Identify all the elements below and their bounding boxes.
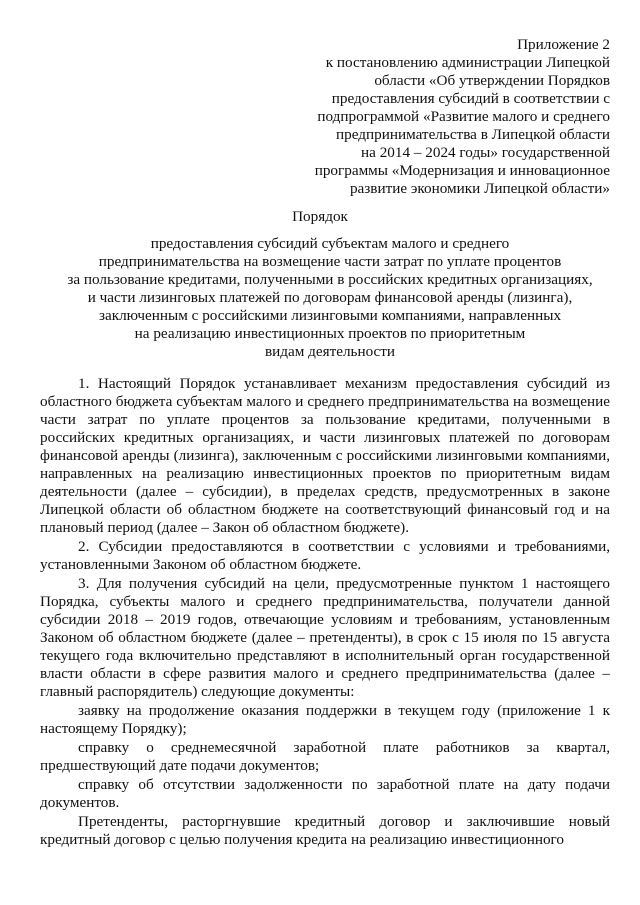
subtitle-line: на реализацию инвестиционных проектов по приоритетным <box>134 325 526 342</box>
list-item-salary-certificate: справку о среднемесячной заработной плате работников за квартал, предшествующий дате подачи документов; <box>40 739 610 774</box>
subtitle-line: видам деятельности <box>264 343 396 360</box>
appendix-line: на 2014 – 2024 годы» государственной <box>361 144 610 161</box>
list-item-no-debt-certificate: справку об отсутствии задолженности по заработной плате на дату подачи документов. <box>40 776 610 811</box>
paragraph-3: 3. Для получения субсидий на цели, предусмотренные пунктом 1 настоящего Порядка, субъекты малого и среднего предпринимательства, получатели данной субсидии 2018 – 2019 годов, отвечающие условиям и требованиям, установленным Законом об областном бюджете (далее – претенденты), в срок с 15 июля по 15 августа текущего года включительно представляют в исполнительный орган государственной власти области в сфере развития малого и среднего предпринимательства (далее – главный распорядитель) следующие документы: <box>40 575 610 700</box>
appendix-line: области «Об утверждении Порядков <box>374 72 610 89</box>
appendix-line: предоставления субсидий в соответствии с <box>331 90 610 107</box>
subtitle-line: предоставления субсидий субъектам малого и среднего <box>150 235 510 252</box>
appendix-header <box>300 36 610 198</box>
subtitle-line: и части лизинговых платежей по договорам финансовой аренды (лизинга), <box>87 289 573 306</box>
subtitle-line: за пользование кредитами, полученными в российских кредитных организациях, <box>67 271 593 288</box>
appendix-line: предпринимательства в Липецкой области <box>335 126 610 143</box>
appendix-line: Приложение 2 <box>517 36 610 53</box>
subtitle-line: предпринимательства на возмещение части затрат по уплате процентов <box>98 253 562 270</box>
paragraph-2: 2. Субсидии предоставляются в соответствии с условиями и требованиями, установленными Законом об областном бюджете. <box>40 538 610 573</box>
subtitle-line: заключенным с российскими лизинговыми компаниями, направленных <box>98 307 562 324</box>
list-item-application: заявку на продолжение оказания поддержки в текущем году (приложение 1 к настоящему Порядку); <box>40 702 610 737</box>
document-title: Порядок <box>292 208 348 225</box>
document-body <box>40 375 610 850</box>
paragraph-applicants: Претенденты, расторгнувшие кредитный договор и заключившие новый кредитный договор с целью получения кредита на реализацию инвестиционного <box>40 813 610 848</box>
document-subtitle <box>40 235 620 361</box>
paragraph-1: 1. Настоящий Порядок устанавливает механизм предоставления субсидий из областного бюджета субъектам малого и среднего предпринимательства на возмещение части затрат по уплате процентов за пользование кредитами, полученными в российских кредитных организациях, и части лизинговых платежей по договорам финансовой аренды (лизинга), заключенным с российскими лизинговыми компаниями, направленных на реализацию инвестиционных проектов по приоритетным видам деятельности (далее – субсидии), в пределах средств, предусмотренных в законе Липецкой области об областном бюджете на соответствующий финансовый год и на плановый период (далее – Закон об областном бюджете). <box>40 375 610 536</box>
appendix-line: подпрограммой «Развитие малого и среднего <box>317 108 610 125</box>
appendix-line: развитие экономики Липецкой области» <box>349 180 610 197</box>
appendix-line: к постановлению администрации Липецкой <box>325 54 610 71</box>
appendix-line: программы «Модернизация и инновационное <box>314 162 610 179</box>
